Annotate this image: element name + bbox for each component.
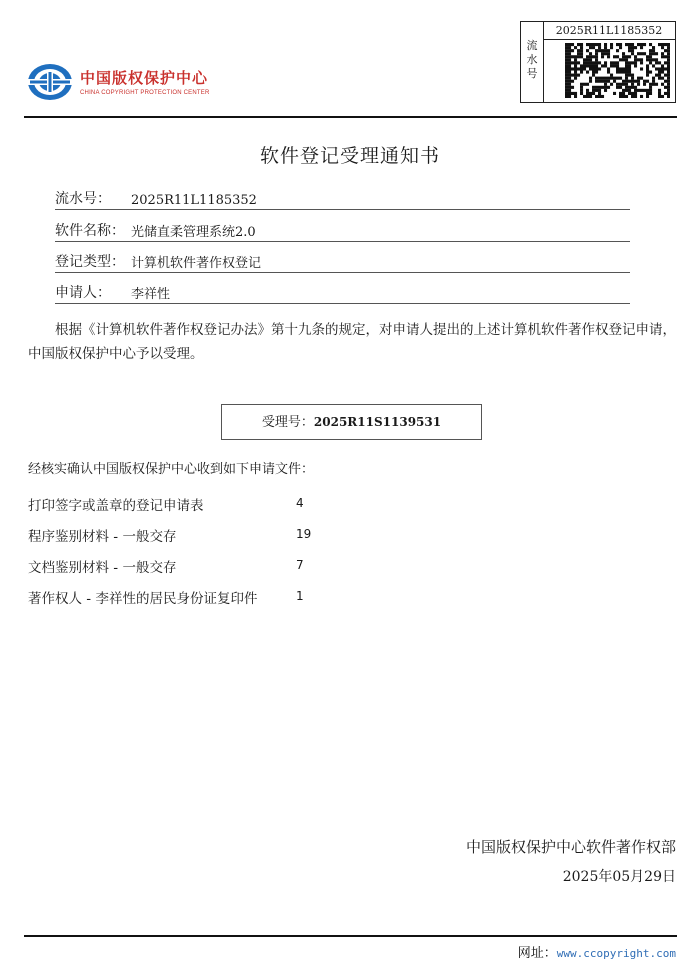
website-link[interactable]: www.ccopyright.com	[556, 947, 676, 960]
logo	[26, 62, 226, 104]
notice-paragraph: 根据《计算机软件著作权登记办法》第十九条的规定，对申请人提出的上述计算机软件著作权登记申请，中国版权保护中心予以受理。	[28, 322, 676, 362]
acceptance-label: 受理号：	[261, 415, 314, 430]
barcode-side-label	[521, 22, 544, 102]
field-value: 光储直柔管理系统2.0	[131, 225, 256, 240]
field-label: 登记类型：	[55, 254, 125, 270]
list-item	[28, 587, 257, 607]
field-registration-type	[55, 254, 630, 273]
acceptance-number-box	[221, 404, 482, 440]
field-label: 申请人：	[55, 285, 111, 301]
confirm-text: 经核实确认中国版权保护中心收到如下申请文件：	[28, 462, 315, 477]
logo-name-cn: 中国版权保护中心	[80, 69, 209, 87]
field-label: 软件名称：	[55, 223, 125, 239]
list-item	[28, 494, 204, 514]
field-serial-number	[55, 191, 630, 210]
list-item	[28, 556, 176, 576]
barcode-side-char: 水	[526, 53, 538, 66]
2d-barcode-icon	[565, 43, 670, 98]
field-applicant	[55, 285, 630, 304]
issue-date: 2025年05月29日	[562, 869, 676, 885]
field-label: 流水号：	[55, 191, 111, 207]
document-name: 程序鉴别材料 - 一般交存	[28, 529, 177, 545]
acceptance-number: 2025R11S1139531	[313, 415, 442, 429]
document-count: 1	[296, 589, 304, 603]
field-software-name	[55, 223, 630, 242]
barcode-number: 2025R11L1185352	[543, 22, 675, 40]
page-title: 软件登记受理通知书	[259, 145, 440, 167]
field-value: 计算机软件著作权登记	[131, 256, 262, 271]
document-name: 著作权人 - 李祥性的居民身份证复印件	[28, 591, 258, 607]
document-count: 4	[296, 496, 304, 510]
document-count: 7	[296, 558, 304, 572]
document-name: 文档鉴别材料 - 一般交存	[28, 560, 177, 576]
copyright-center-logo-icon	[26, 62, 74, 102]
footer	[518, 942, 676, 961]
logo-name-en: CHINA COPYRIGHT PROTECTION CENTER	[80, 90, 210, 96]
header-divider	[24, 116, 677, 118]
field-value: 李祥性	[131, 287, 171, 302]
list-item	[28, 525, 176, 545]
footer-divider	[24, 935, 677, 937]
issuing-department: 中国版权保护中心软件著作权部	[465, 838, 676, 856]
barcode-box	[520, 21, 676, 103]
barcode-side-char: 号	[526, 67, 538, 80]
footer-label: 网址：	[517, 946, 557, 961]
document-name: 打印签字或盖章的登记申请表	[28, 498, 204, 514]
document-count: 19	[296, 527, 312, 541]
barcode-side-char: 流	[526, 39, 538, 52]
field-value: 2025R11L1185352	[131, 193, 257, 208]
